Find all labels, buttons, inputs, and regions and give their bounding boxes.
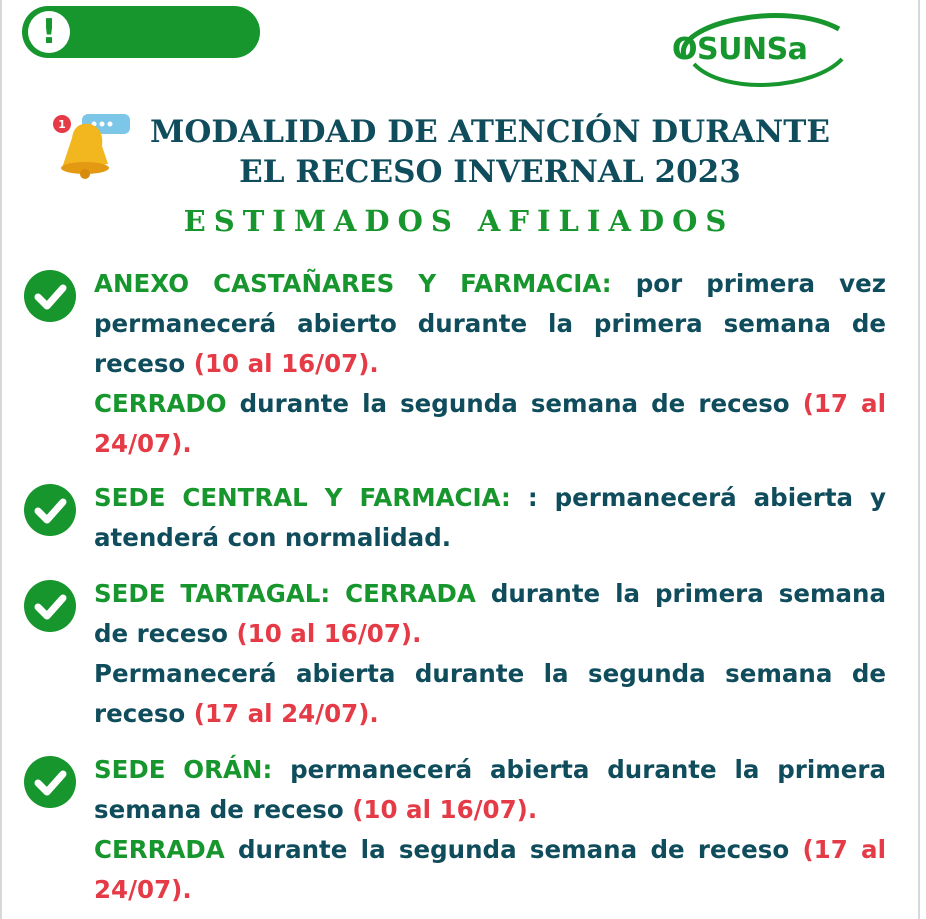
item-text <box>94 750 886 910</box>
frame-left-border <box>0 0 2 919</box>
item-dates: (10 al 16/07). <box>193 349 379 378</box>
osunsa-logo <box>664 4 854 92</box>
item-label: CERRADA <box>94 835 225 864</box>
check-circle-icon <box>24 580 76 632</box>
page-subtitle: ESTIMADOS AFILIADOS <box>183 204 735 238</box>
item-paragraph-2 <box>94 384 886 464</box>
item-label: CERRADO <box>94 389 227 418</box>
check-circle-icon <box>24 756 76 808</box>
logo-text: OSUNSa <box>672 32 808 67</box>
item-label: SEDE ORÁN: <box>94 755 273 784</box>
title-line-1: MODALIDAD DE ATENCIÓN DURANTE <box>150 114 830 150</box>
item-paragraph-2 <box>94 830 886 910</box>
item-dates: (10 al 16/07). <box>236 619 422 648</box>
item-paragraph-1 <box>94 478 886 558</box>
item-label: SEDE TARTAGAL: CERRADA <box>94 579 476 608</box>
item-dates: (17 al 24/07). <box>94 835 886 904</box>
item-body: durante la segunda semana de receso <box>224 835 803 864</box>
item-text <box>94 574 886 734</box>
item-body: durante la segunda semana de receso <box>226 389 803 418</box>
item-dates: (10 al 16/07). <box>352 795 538 824</box>
item-dates: (17 al 24/07). <box>94 389 886 458</box>
item-body: permanecerá abierta durante la primera semana de receso <box>94 755 886 824</box>
item-paragraph-1 <box>94 264 886 384</box>
exclamation-icon: ! <box>28 11 70 53</box>
item-text <box>94 264 886 464</box>
item-paragraph-2 <box>94 654 886 734</box>
check-circle-icon <box>24 484 76 536</box>
item-label: SEDE CENTRAL Y FARMACIA: <box>94 483 511 512</box>
page-title <box>120 112 860 192</box>
title-line-2: EL RECESO INVERNAL 2023 <box>239 154 741 190</box>
bell-badge-count: 1 <box>58 118 66 131</box>
item-body: durante la primera semana de receso <box>94 579 886 648</box>
item-label: ANEXO CASTAÑARES Y FARMACIA: <box>94 269 612 298</box>
frame-right-border <box>918 0 920 919</box>
item-dates: (17 al 24/07). <box>193 699 379 728</box>
item-paragraph-1 <box>94 750 886 830</box>
item-body: por primera vez permanecerá abierto durante la primera semana de receso <box>94 269 886 378</box>
alert-banner <box>22 6 260 58</box>
item-body: Permanecerá abierta durante la segunda semana de receso <box>94 659 886 728</box>
item-paragraph-1 <box>94 574 886 654</box>
check-circle-icon <box>24 270 76 322</box>
item-body: : permanecerá abierta y atenderá con normalidad. <box>94 483 886 552</box>
item-text <box>94 478 886 558</box>
